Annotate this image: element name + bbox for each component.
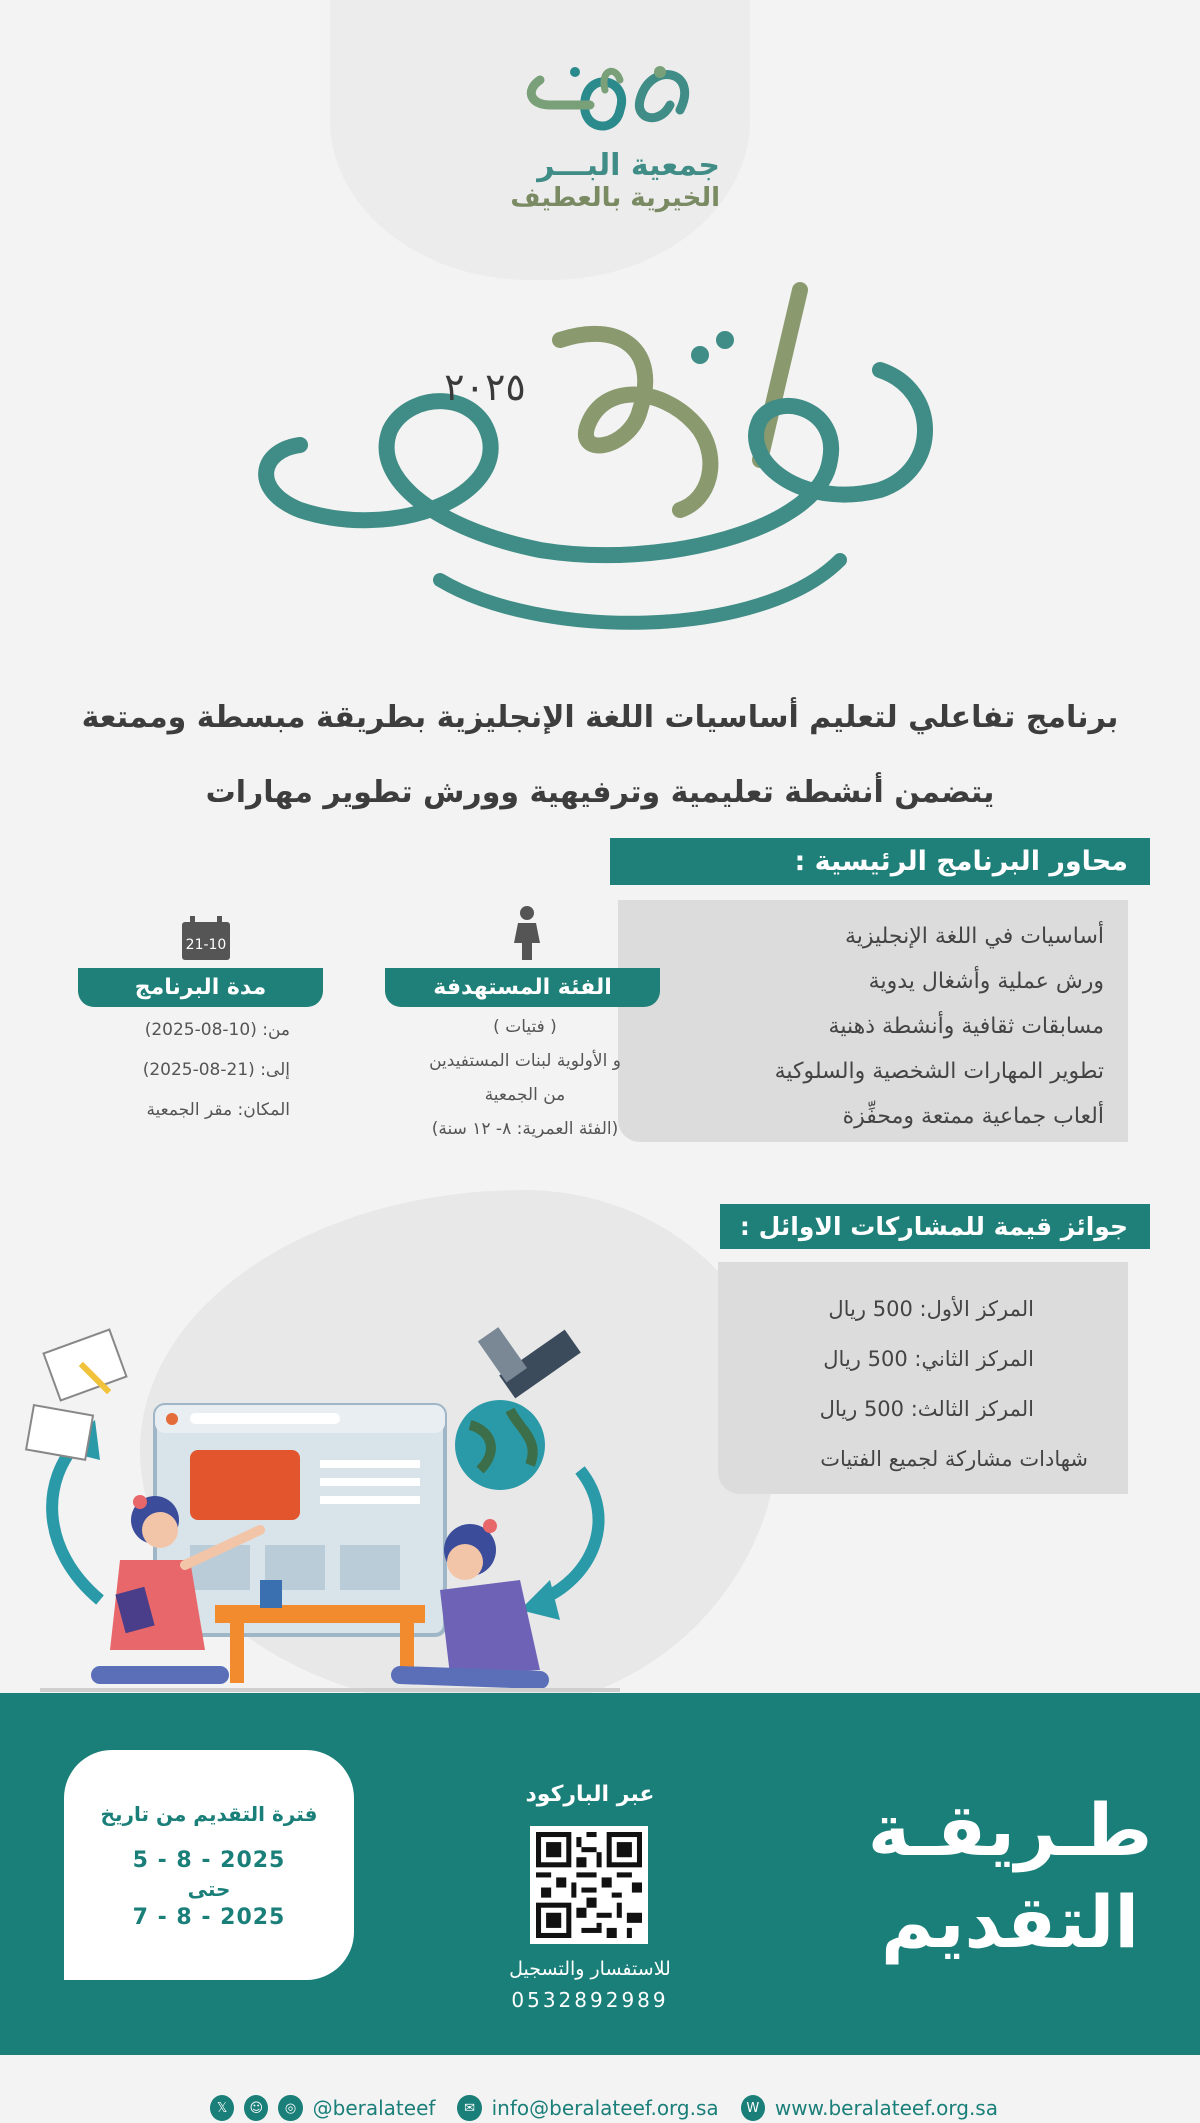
axes-list: [618, 900, 1128, 1142]
org-name-line2: الخيرية بالعطيف: [510, 183, 720, 213]
instagram-icon[interactable]: ◎: [278, 2095, 302, 2121]
calendar-icon: [180, 916, 232, 962]
target-line: و الأولوية لبنات المستفيدين: [429, 1051, 621, 1071]
apply-title-line2: التقديم: [880, 1880, 1139, 1964]
contact-label: للاستفسار والتسجيل: [509, 1958, 671, 1980]
axes-item: أساسيات في اللغة الإنجليزية: [844, 924, 1104, 949]
apply-date-to: 7 - 8 - 2025: [132, 1905, 286, 1930]
apply-period-title: فترة التقديم من تاريخ: [100, 1802, 318, 1826]
org-logo-icon: [520, 50, 720, 140]
prizes-title: جوائز قيمة للمشاركات الاوائل :: [720, 1204, 1150, 1249]
duration-details: [100, 1010, 290, 1130]
axes-item: تطوير المهارات الشخصية والسلوكية: [774, 1059, 1104, 1084]
duration-title: مدة البرنامج: [78, 968, 323, 1007]
apply-date-from: 5 - 8 - 2025: [132, 1848, 286, 1873]
duration-from: من: (10-08-2025): [144, 1020, 290, 1040]
axes-item: مسابقات ثقافية وأنشطة ذهنية: [828, 1014, 1104, 1039]
prize-item: المركز الثالث: 500 ريال: [819, 1397, 1034, 1421]
snapchat-icon[interactable]: ☺: [244, 2095, 268, 2121]
axes-title: محاور البرنامج الرئيسية :: [610, 838, 1150, 885]
intro-line-2: يتضمن أنشطة تعليمية وترفيهية وورش تطوير مهارات: [205, 775, 995, 810]
prize-item: المركز الثاني: 500 ريال: [823, 1347, 1034, 1371]
target-line: ( فتيات ): [493, 1017, 557, 1037]
intro-line-1: برنامج تفاعلي لتعليم أساسيات اللغة الإنجليزية بطريقة مبسطة وممتعة: [81, 700, 1119, 735]
email-icon: ✉: [457, 2095, 481, 2121]
target-details: [395, 1010, 655, 1146]
website-icon: W: [741, 2095, 765, 2121]
email-link[interactable]: info@beralateef.org.sa: [491, 2096, 719, 2120]
x-twitter-icon[interactable]: 𝕏: [210, 2095, 234, 2121]
prizes-list: [718, 1262, 1128, 1494]
background-shape-top: [330, 0, 750, 280]
target-line: من الجمعية: [484, 1085, 566, 1105]
prize-item: المركز الأول: 500 ريال: [828, 1297, 1034, 1321]
title-calligraphy: [240, 260, 960, 660]
person-icon: [512, 905, 542, 960]
prize-item: شهادات مشاركة لجميع الفتيات: [820, 1447, 1088, 1471]
axes-item: ورش عملية وأشغال يدوية: [868, 969, 1104, 994]
apply-title-line1: طـريقـة: [867, 1788, 1153, 1872]
social-footer: [210, 2093, 1010, 2123]
duration-place: المكان: مقر الجمعية: [146, 1100, 290, 1120]
apply-period-card: [64, 1750, 354, 1980]
axes-item: ألعاب جماعية ممتعة ومحفِّزة: [842, 1104, 1104, 1129]
org-name-line1: جمعية البـــر: [537, 148, 720, 183]
website-link[interactable]: www.beralateef.org.sa: [774, 2096, 998, 2120]
calendar-label: 21-10: [185, 937, 227, 953]
barcode-title: عبر الباركود: [525, 1782, 655, 1807]
duration-to: إلى: (21-08-2025): [142, 1060, 290, 1080]
apply-until: حتى: [187, 1877, 231, 1901]
program-year: ٢٠٢٥: [444, 365, 526, 409]
social-handle[interactable]: @beralateef: [312, 2096, 436, 2120]
target-title: الفئة المستهدفة: [385, 968, 660, 1007]
qr-code[interactable]: [530, 1826, 648, 1944]
target-line: (الفئة العمرية: ٨- ١٢ سنة): [431, 1119, 619, 1139]
kids-learning-illustration: [20, 1280, 640, 1700]
contact-phone[interactable]: 0532892989: [511, 1988, 669, 2012]
